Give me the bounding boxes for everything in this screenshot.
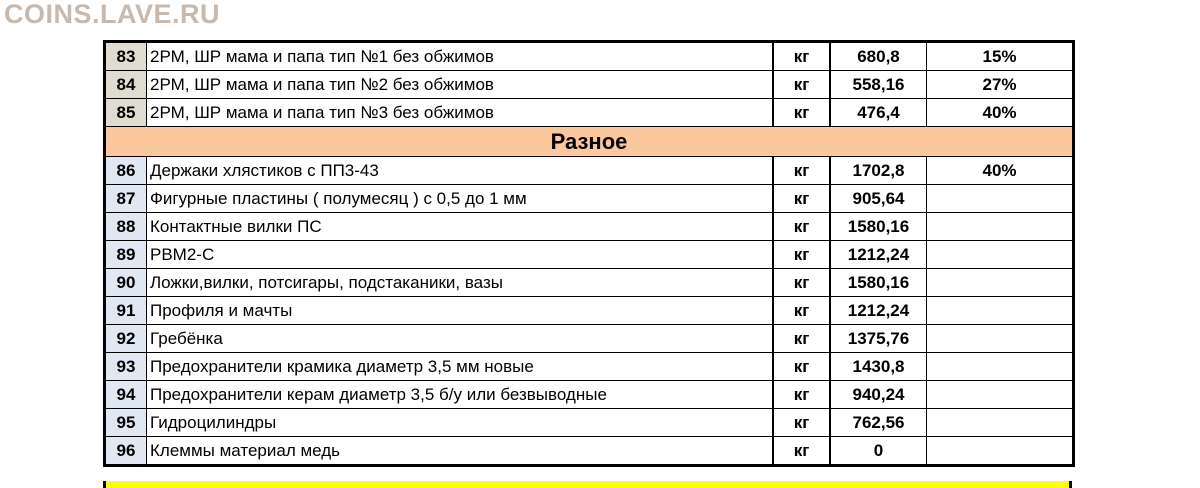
item-name: Контактные вилки ПС xyxy=(147,213,774,241)
item-percent xyxy=(927,381,1074,409)
item-percent xyxy=(927,437,1074,466)
item-percent xyxy=(927,241,1074,269)
footer-highlight-bar xyxy=(103,481,1072,488)
item-price: 558,16 xyxy=(830,71,927,99)
item-unit: кг xyxy=(773,241,830,269)
item-percent xyxy=(927,353,1074,381)
item-price: 680,8 xyxy=(830,42,927,71)
item-name: Фигурные пластины ( полумесяц ) с 0,5 до 1 мм xyxy=(147,185,774,213)
item-unit: кг xyxy=(773,381,830,409)
section-header-row xyxy=(105,127,1074,157)
item-unit: кг xyxy=(773,213,830,241)
table-row xyxy=(105,71,1074,99)
item-percent xyxy=(927,269,1074,297)
item-name: 2РМ, ШР мама и папа тип №1 без обжимов xyxy=(147,42,774,71)
item-unit: кг xyxy=(773,185,830,213)
table-row xyxy=(105,99,1074,127)
item-name: РВМ2-С xyxy=(147,241,774,269)
item-unit: кг xyxy=(773,325,830,353)
item-unit: кг xyxy=(773,353,830,381)
item-name: Гидроцилиндры xyxy=(147,409,774,437)
row-number: 91 xyxy=(105,297,147,325)
item-unit: кг xyxy=(773,157,830,185)
item-percent: 40% xyxy=(927,99,1074,127)
item-percent: 40% xyxy=(927,157,1074,185)
row-number: 92 xyxy=(105,325,147,353)
row-number: 93 xyxy=(105,353,147,381)
table-row xyxy=(105,42,1074,71)
item-name: Предохранители крамика диаметр 3,5 мм новые xyxy=(147,353,774,381)
row-number: 83 xyxy=(105,42,147,71)
table-row xyxy=(105,241,1074,269)
row-number: 87 xyxy=(105,185,147,213)
item-unit: кг xyxy=(773,99,830,127)
table-row xyxy=(105,437,1074,466)
item-name: Держаки хлястиков с ПП3-43 xyxy=(147,157,774,185)
table-row xyxy=(105,325,1074,353)
item-percent xyxy=(927,297,1074,325)
item-unit: кг xyxy=(773,269,830,297)
item-percent xyxy=(927,185,1074,213)
row-number: 88 xyxy=(105,213,147,241)
item-name: 2РМ, ШР мама и папа тип №2 без обжимов xyxy=(147,71,774,99)
row-number: 90 xyxy=(105,269,147,297)
item-name: Гребёнка xyxy=(147,325,774,353)
item-percent: 27% xyxy=(927,71,1074,99)
item-price: 1580,16 xyxy=(830,269,927,297)
item-name: 2РМ, ШР мама и папа тип №3 без обжимов xyxy=(147,99,774,127)
table-row xyxy=(105,185,1074,213)
item-percent: 15% xyxy=(927,42,1074,71)
item-percent xyxy=(927,213,1074,241)
table-row xyxy=(105,353,1074,381)
item-unit: кг xyxy=(773,437,830,466)
price-table xyxy=(103,40,1075,467)
item-price: 1212,24 xyxy=(830,297,927,325)
item-price: 1430,8 xyxy=(830,353,927,381)
section-title: Разное xyxy=(105,127,1074,157)
item-price: 476,4 xyxy=(830,99,927,127)
item-unit: кг xyxy=(773,42,830,71)
table-row xyxy=(105,269,1074,297)
item-unit: кг xyxy=(773,71,830,99)
item-price: 940,24 xyxy=(830,381,927,409)
row-number: 85 xyxy=(105,99,147,127)
item-name: Ложки,вилки, потсигары, подстаканики, вазы xyxy=(147,269,774,297)
table-row xyxy=(105,213,1074,241)
item-percent xyxy=(927,409,1074,437)
watermark-text: COINS.LAVE.RU xyxy=(4,0,221,29)
item-price: 1375,76 xyxy=(830,325,927,353)
table-row xyxy=(105,409,1074,437)
table-row xyxy=(105,157,1074,185)
row-number: 96 xyxy=(105,437,147,466)
table-row xyxy=(105,381,1074,409)
item-name: Профиля и мачты xyxy=(147,297,774,325)
item-price: 762,56 xyxy=(830,409,927,437)
item-name: Клеммы материал медь xyxy=(147,437,774,466)
row-number: 94 xyxy=(105,381,147,409)
row-number: 86 xyxy=(105,157,147,185)
item-unit: кг xyxy=(773,297,830,325)
item-price: 1702,8 xyxy=(830,157,927,185)
item-unit: кг xyxy=(773,409,830,437)
item-price: 1580,16 xyxy=(830,213,927,241)
item-price: 1212,24 xyxy=(830,241,927,269)
row-number: 95 xyxy=(105,409,147,437)
row-number: 89 xyxy=(105,241,147,269)
row-number: 84 xyxy=(105,71,147,99)
item-name: Предохранители керам диаметр 3,5 б/у или безвыводные xyxy=(147,381,774,409)
item-percent xyxy=(927,325,1074,353)
item-price: 0 xyxy=(830,437,927,466)
item-price: 905,64 xyxy=(830,185,927,213)
table-row xyxy=(105,297,1074,325)
